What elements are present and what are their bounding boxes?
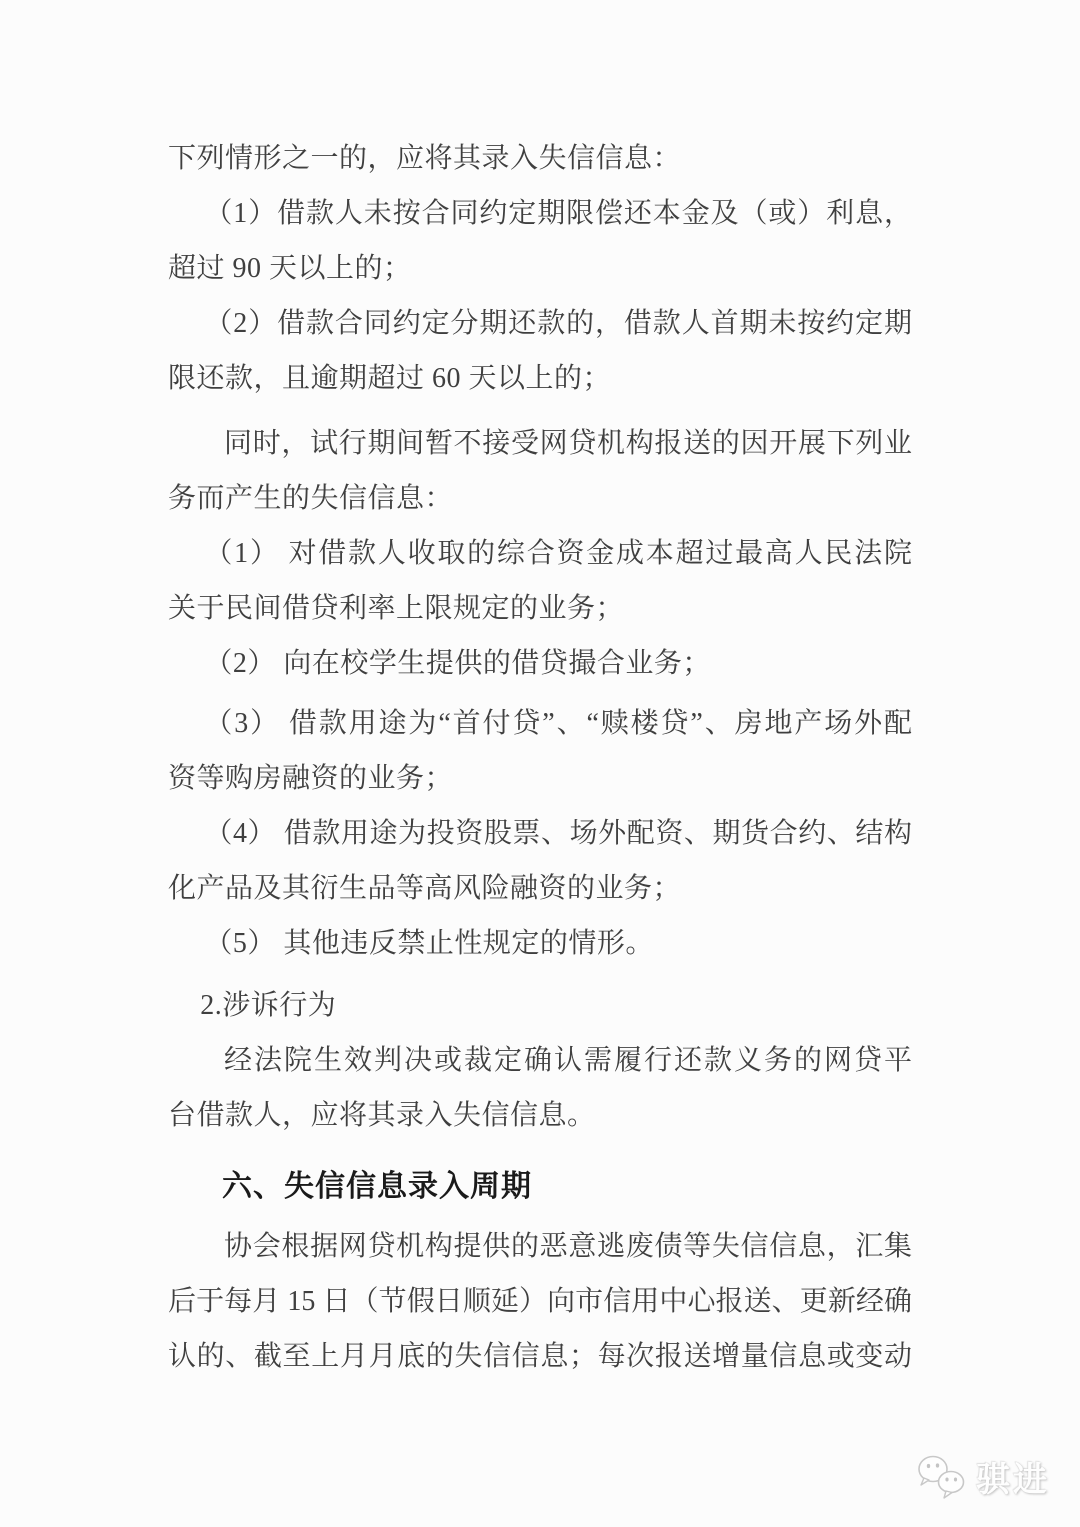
text-line: 资等购房融资的业务； bbox=[168, 763, 454, 794]
text-line: （2） 向在校学生提供的借贷撮合业务； bbox=[204, 648, 711, 679]
text-line: （3） 借款用途为“首付贷”、“赎楼贷”、房地产场外配 bbox=[204, 708, 912, 739]
text-line: 2.涉诉行为 bbox=[200, 990, 337, 1021]
text-line: （4） 借款用途为投资股票、场外配资、期货合约、结构 bbox=[204, 818, 912, 849]
text-line: 下列情形之一的，应将其录入失信信息： bbox=[168, 143, 682, 174]
text-line: 关于民间借贷利率上限规定的业务； bbox=[168, 593, 625, 624]
text-line: （1）借款人未按合同约定期限偿还本金及（或）利息， bbox=[204, 198, 912, 229]
text-line: （2）借款合同约定分期还款的，借款人首期未按约定期 bbox=[204, 308, 912, 339]
section-heading: 六、失信信息录入周期 bbox=[222, 1170, 532, 1203]
text-line: 后于每月 15 日（节假日顺延）向市信用中心报送、更新经确 bbox=[168, 1286, 912, 1317]
text-line: （5） 其他违反禁止性规定的情形。 bbox=[204, 928, 654, 959]
text-line: 经法院生效判决或裁定确认需履行还款义务的网贷平 bbox=[224, 1045, 912, 1076]
text-line: 限还款，且逾期超过 60 天以上的； bbox=[168, 363, 612, 394]
watermark bbox=[915, 1452, 1050, 1501]
document-body bbox=[168, 131, 912, 1384]
text-line: （1） 对借款人收取的综合资金成本超过最高人民法院 bbox=[204, 538, 912, 569]
watermark-label: 骐进 bbox=[976, 1461, 1050, 1499]
text-line: 协会根据网贷机构提供的恶意逃废债等失信信息，汇集 bbox=[224, 1231, 912, 1262]
text-line: 超过 90 天以上的； bbox=[168, 253, 412, 284]
text-line: 同时，试行期间暂不接受网贷机构报送的因开展下列业 bbox=[224, 428, 912, 459]
text-line: 认的、截至上月月底的失信信息；每次报送增量信息或变动 bbox=[168, 1341, 912, 1372]
text-line: 化产品及其衍生品等高风险融资的业务； bbox=[168, 873, 682, 904]
text-line: 台借款人，应将其录入失信信息。 bbox=[168, 1100, 596, 1131]
text-line: 务而产生的失信信息： bbox=[168, 483, 454, 514]
wechat-bubbles-icon bbox=[915, 1453, 969, 1501]
